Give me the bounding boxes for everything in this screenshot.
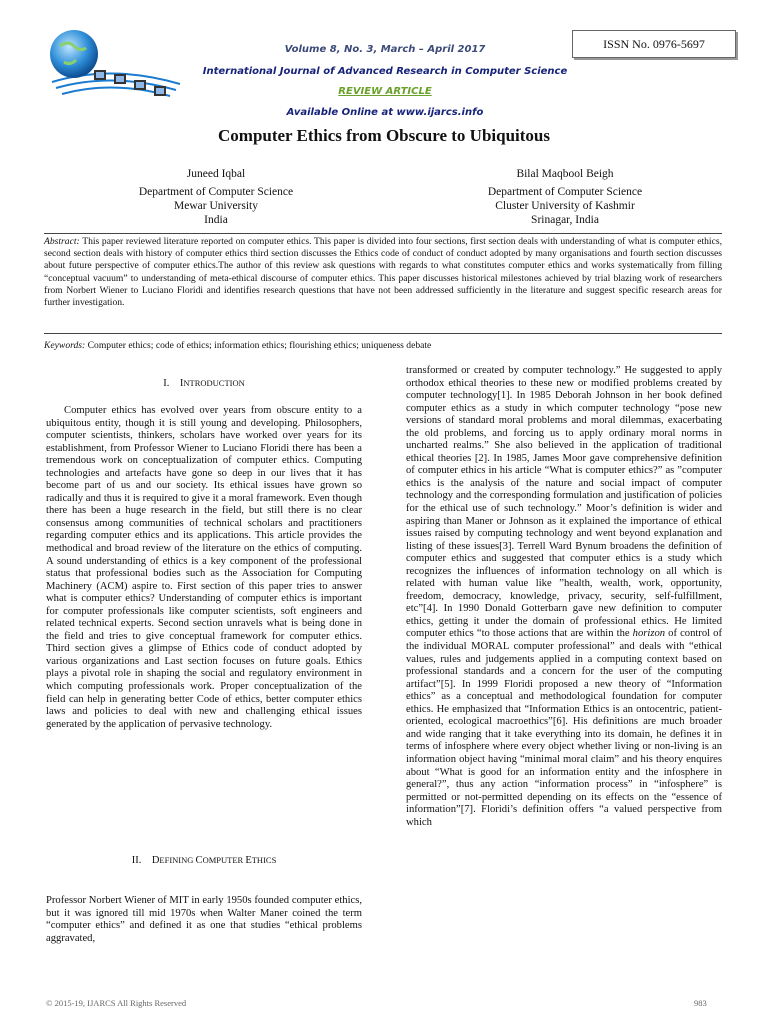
right-text-part1: transformed or created by computer technology.” He suggested to apply orthodox ethical theories to these new or modified problems created by computer technology[1]. In 1985 Deborah Johnson in her book defined computer ethics as a study in which computer technology “pose new versions of standard moral problems and moral dilemmas, exacerbating the old problems, and forcing us to apply ordinary moral norms in uncharted realms.” She also believed in the application of traditional ethical theories [2]. In 1985, James Moor gave comprehensive definition of computer ethics in his article “What is computer ethics?” as ”computer ethics is the analysis of the nature and social impact of computer technology and the corresponding formulation and justification of policies for the ethical use of such technology.” Moor’s definition is wider and aspiring than Maner or Johnson as it explained the importance of ethical issues raised by computing technology and went beyond explanation and listing of these issues[3]. Terrell Ward Bynum broadens the definition of computer ethics and suggested that computer ethics is a study which recognizes the influences of information technology on all which is related with human value like ”health, wealth, work, opportunity, freedom, democracy, knowledge, privacy, security, self-fulfillment, etc”[4]. In 1990 Donald Gotterbarn gave new definition to computer ethics, getting it under the domain of professional ethics. He limited computer ethics “to those actions that are within the <box>406 365 722 640</box>
journal-name: International Journal of Advanced Research in Computer Science <box>202 66 568 77</box>
author-block-1 <box>96 167 336 227</box>
availability-link[interactable]: Available Online at www.ijarcs.info <box>286 107 484 118</box>
author-dept: Department of Computer Science <box>138 186 294 198</box>
abstract-label: Abstract: <box>44 236 80 247</box>
author-institution: Cluster University of Kashmir <box>495 200 635 212</box>
journal-logo-icon <box>42 24 182 106</box>
paper-title: Computer Ethics from Obscure to Ubiquitous <box>218 126 550 145</box>
author-name: Juneed Iqbal <box>186 168 246 180</box>
section-initial: C <box>195 855 203 866</box>
section-number: II. <box>131 855 142 866</box>
section-rest: OMPUTER <box>202 855 246 865</box>
section-heading-defining <box>46 855 362 866</box>
right-text-italic: horizon <box>632 628 666 640</box>
footer-copyright: © 2015-19, IJARCS All Rights Reserved <box>46 998 187 1008</box>
section-number: I. <box>163 378 170 389</box>
keywords <box>44 340 722 351</box>
section-initial: E <box>245 855 252 866</box>
author-location: Srinagar, India <box>531 214 599 226</box>
author-location: India <box>204 214 228 226</box>
section-rest: THICS <box>251 855 277 865</box>
section-rest: EFINING <box>159 855 196 865</box>
divider <box>44 233 722 234</box>
abstract-text: This paper reviewed literature reported on computer ethics. This paper is divided into four sections, first section deals with understanding of what is computer ethics, second section deals with history of computer ethics third section discusses the Ethics code of conduct of conduct adopted by many organisations and fourth section discusses about future perspective of computer ethics.The author of this review ask questions with regards to what constitutes computer ethics and works systematically from filling “conceptual vacuum” to understanding of meta-ethical discourse of computer ethics. This paper discusses historical milestones achieved by trial blazing work of researchers from Norbert Wiener to Luciano Floridi and identifies research questions that have not been addressed sufficiently in the literature and suggest specific research areas for further investigation. <box>44 236 722 309</box>
volume-info: Volume 8, No. 3, March – April 2017 <box>284 44 486 55</box>
right-column-text <box>406 365 722 829</box>
section-rest: NTRODUCTION <box>183 378 245 388</box>
section-heading-introduction <box>46 378 362 389</box>
abstract <box>44 236 722 309</box>
section-initial: D <box>151 855 160 866</box>
page-number: 983 <box>694 998 707 1008</box>
right-text-part2: of control of the individual MORAL computer professional” and deals with “ethical values, rules and judgements applied in a computing context based on professional standards and a concern for the user of the computing artifact”[5]. In 1999 Floridi proposed a new theory of “Information ethics” as a conceptual and methodological foundation for computer ethics. He emphasized that “Information Ethics is an ontocentric, patient-oriented, ecological macroethics”[6]. His definitions are much broader and wide ranging that it take everything into its domain, he defines it in terms of infosphere where every object whether living or non-living is an information object having “minimal moral claim” and his theory enquires about “What is good for an information entity and the infosphere in general?”, thus any action “information process” in “infosphere” is permitted or not-permitted depending on its effects on the “essence of information”[7]. Floridi’s definition offers “a valued perspective from which <box>406 628 722 828</box>
author-name: Bilal Maqbool Beigh <box>516 168 614 180</box>
keywords-label: Keywords: <box>44 340 86 351</box>
intro-paragraph: Computer ethics has evolved over years from obscure entity to a ubiquitous entity, though it is still young and developing. Philosophers, computer scientists, thinkers, scholars have worked over years for its establishment, from Professor Wiener to Luciano Floridi there has been a tremendous work on conceptualization of computer ethics. Computing technologies and artefacts have gone so deep in our lives that it has become part of us and our society. Its ethical issues have grown so radically and thus it is required to give it a moral framework. Even though there has been a huge research in the field, but still there is no clear consensus among communities of technical scholars and practitioners regarding computer ethics and its applications. This article provides the methodical and broad review of the literature on the ethics of computing. A sound understanding of ethics is a key component of the professional status that professional bodies such as the Association for Computing Machinery (ACM) aspire to. First section of this paper tries to answer what is computer ethics? Understanding of computer ethics is important for computer professionals like computer scientists, soft engineers and related technical experts. Second section unravels what is being done in the field and tries to give conceptual framework for computer ethics. Third section gives a glimpse of Ethics code of conduct adopted by various organizations and Last section focuses on future goals. Ethics plays a pivotal role in shaping the social and regulatory environment in which computing professionals work. Proper conceptualization of the field can help in generating better Code of ethics, better computer ethics laws and policies to deal with new and challenging ethical issues generated by the application of pervasive technology. <box>46 405 362 730</box>
author-block-2 <box>430 167 700 227</box>
article-type: REVIEW ARTICLE <box>338 86 432 97</box>
keywords-text: Computer ethics; code of ethics; information ethics; flourishing ethics; uniqueness debate <box>87 340 432 351</box>
author-institution: Mewar University <box>174 200 258 212</box>
section-initial: I <box>179 378 184 389</box>
defining-paragraph: Professor Norbert Wiener of MIT in early 1950s founded computer ethics, but it was ignored till mid 1970s when Walter Maner coined the term “computer ethics” and defined it as one that studies “ethical problems aggravated, <box>46 895 362 944</box>
author-dept: Department of Computer Science <box>487 186 643 198</box>
divider <box>44 333 722 334</box>
issn-box: ISSN No. 0976-5697 <box>572 30 736 58</box>
